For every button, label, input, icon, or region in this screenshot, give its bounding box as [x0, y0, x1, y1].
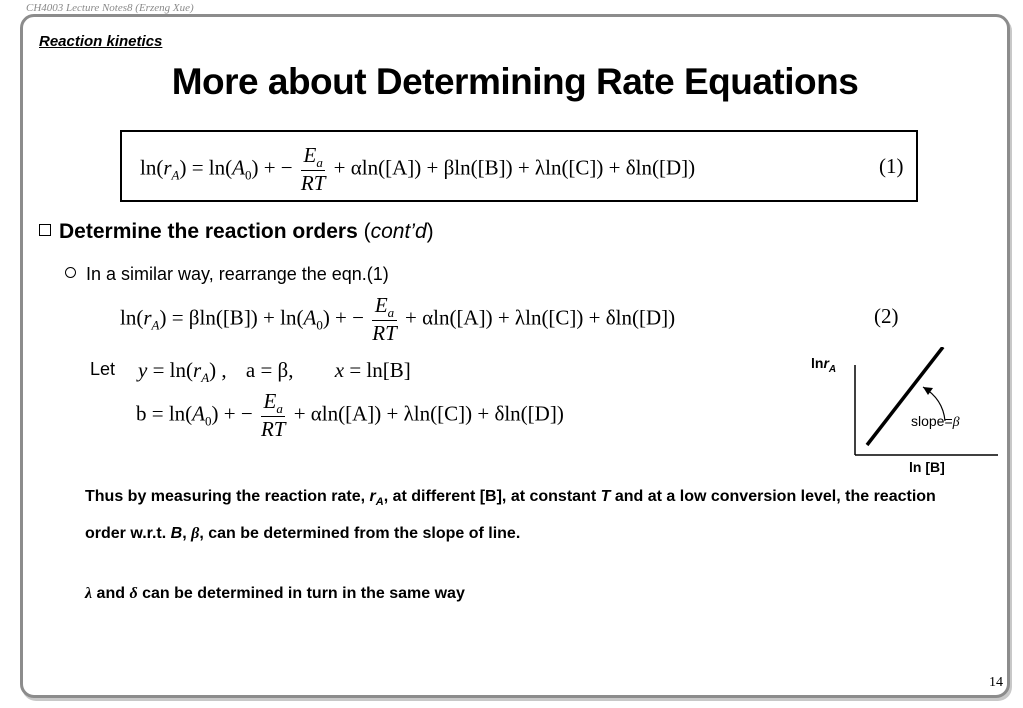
- eq2-A-sub: 0: [316, 317, 323, 333]
- graph-slope-label: [911, 413, 960, 431]
- eq1-r-sub: A: [171, 167, 180, 183]
- para1-part5: , can be determined from the slope of line.: [199, 525, 521, 543]
- eq2-A: A: [303, 305, 317, 330]
- slide: [20, 14, 1010, 698]
- equation-2: [120, 295, 675, 344]
- let-x-eq: = ln[B]: [349, 358, 411, 382]
- para1-part4: ,: [182, 525, 192, 543]
- b-fraction: [261, 391, 286, 440]
- graph-x-label: ln [B]: [909, 459, 945, 475]
- eq1-r: r: [163, 155, 172, 180]
- eq2-mid1: ) = βln([B]) + ln(: [159, 305, 304, 330]
- circle-bullet-icon: [65, 267, 76, 278]
- eq2-r-sub: A: [151, 317, 160, 333]
- bullet1-text: Determine the reaction orders: [59, 220, 358, 243]
- b-rest: + αln([A]) + λln([C]) + δln([D]): [293, 401, 564, 426]
- bullet1-paren-open: (: [363, 220, 371, 243]
- eq1-fraction: [301, 145, 326, 194]
- eq2-r: r: [143, 305, 152, 330]
- let-x: x: [334, 358, 345, 382]
- let-a-def: a = β,: [245, 358, 294, 382]
- eq2-frac-num-sub: a: [387, 305, 395, 321]
- conclusion-paragraph: [85, 481, 965, 549]
- para1-part1: Thus by measuring the reaction rate,: [85, 488, 370, 505]
- b-lhs: b = ln(: [136, 401, 193, 426]
- b-A-sub: 0: [205, 413, 212, 429]
- b-A: A: [192, 401, 205, 426]
- para2-part2: can be determined in turn in the same way: [137, 585, 465, 602]
- eq1-frac-num: E: [303, 143, 317, 167]
- eq1-rest: + αln([A]) + βln([B]) + λln([C]) + δln([D]): [333, 155, 696, 180]
- para1-B: B: [170, 525, 183, 543]
- eq1-mid2: ) + −: [251, 155, 293, 180]
- bullet1-paren-close: ): [426, 220, 434, 243]
- equation-2-number: (2): [874, 304, 899, 328]
- equation-1: [140, 145, 695, 194]
- let-label: Let: [90, 359, 116, 379]
- equation-1-number: (1): [879, 154, 904, 178]
- eq1-A: A: [232, 155, 245, 180]
- para1-r-sub: A: [375, 496, 384, 509]
- b-definition: [136, 391, 564, 440]
- para2-delta: δ: [129, 585, 138, 602]
- let-y: y: [138, 358, 148, 382]
- let-r: r: [193, 358, 202, 382]
- eq2-frac-num: E: [374, 293, 388, 317]
- bullet-rearrange: [65, 264, 389, 285]
- equation-1-box: [120, 130, 918, 202]
- para1-T: T: [600, 488, 611, 505]
- eq1-lhs: ln(: [140, 155, 164, 180]
- eq2-fraction: [372, 295, 397, 344]
- graph-slope-text: slope=: [911, 413, 953, 429]
- header-note: CH4003 Lecture Notes8 (Erzeng Xue): [26, 2, 194, 14]
- graph-slope-symbol: β: [952, 415, 960, 430]
- eq1-A-sub: 0: [244, 167, 252, 183]
- eq1-mid1: ) = ln(: [179, 155, 233, 180]
- eq2-frac-den: RT: [372, 321, 397, 346]
- b-frac-num-sub: a: [276, 401, 283, 417]
- para2-part1: and: [92, 585, 130, 602]
- para1-part3: and at a low conversion level, the reaction order w.r.t.: [85, 488, 936, 543]
- para1-part2: , at different [B], at constant: [383, 488, 601, 505]
- para1-r: r: [369, 488, 376, 505]
- let-definitions: [138, 360, 411, 384]
- b-frac-den: RT: [260, 417, 286, 442]
- square-bullet-icon: [39, 224, 51, 236]
- para2-lambda: λ: [85, 585, 93, 602]
- eq1-frac-num-sub: a: [316, 155, 323, 171]
- para1-beta: β: [191, 525, 200, 543]
- graph-y-label-var: r: [823, 355, 829, 371]
- b-frac-num: E: [263, 389, 277, 413]
- eq2-mid2: ) + −: [322, 305, 364, 330]
- page-title: More about Determining Rate Equations: [171, 61, 859, 102]
- eq2-rest: + αln([A]) + λln([C]) + δln([D]): [405, 305, 676, 330]
- let-y-eq: = ln(: [152, 358, 193, 382]
- page-number: 14: [989, 675, 1003, 690]
- same-way-paragraph: [85, 578, 965, 609]
- bullet-reaction-orders: [39, 220, 434, 244]
- b-mid: ) + −: [211, 401, 253, 426]
- let-r-sub: A: [201, 370, 210, 386]
- bullet1-italic: cont’d: [370, 220, 427, 243]
- graph-y-label-prefix: ln: [811, 355, 824, 371]
- slope-graph: [793, 347, 1003, 482]
- eq1-frac-den: RT: [300, 171, 326, 196]
- let-y-close: ) ,: [209, 358, 227, 382]
- section-label: Reaction kinetics: [39, 33, 163, 50]
- bullet2-text: In a similar way, rearrange the eqn.(1): [86, 264, 389, 284]
- eq2-lhs: ln(: [120, 305, 144, 330]
- graph-y-label-sub: A: [828, 363, 837, 375]
- graph-y-label: [811, 355, 836, 375]
